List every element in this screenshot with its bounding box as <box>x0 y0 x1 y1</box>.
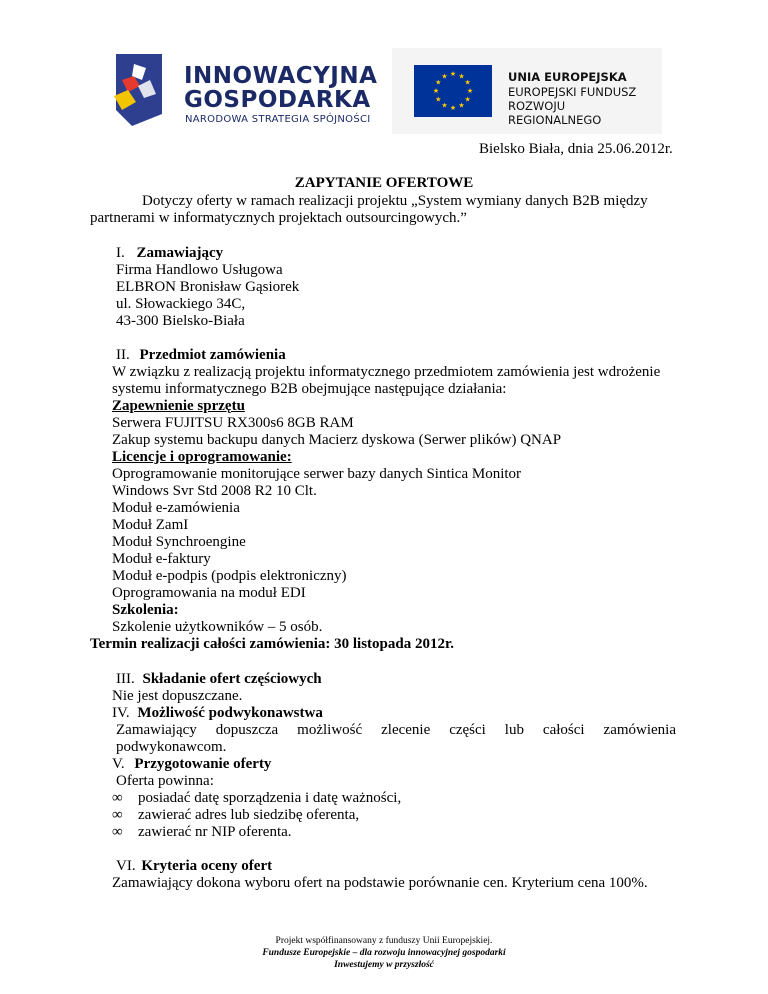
license-item: Moduł ZamI <box>112 517 189 533</box>
justified-word: części <box>449 722 486 738</box>
section-1-line: 43-300 Bielsko-Biała <box>116 313 245 329</box>
bullet-item <box>112 824 292 841</box>
section-5-text: Oferta powinna: <box>116 773 214 789</box>
intro-line-1: Dotyczy oferty w ramach realizacji projektu „System wymiany danych B2B między <box>142 193 648 209</box>
bullet-text: zawierać nr NIP oferenta. <box>138 824 292 840</box>
training-item: Szkolenie użytkowników – 5 osób. <box>112 619 323 635</box>
section-6-title: Kryteria oceny ofert <box>141 858 273 874</box>
training-heading: Szkolenia: <box>112 602 179 618</box>
section-3-heading <box>116 671 322 688</box>
justified-word: dopuszcza <box>215 722 279 738</box>
date-line: Bielsko Biała, dnia 25.06.2012r. <box>479 141 673 157</box>
section-5-heading <box>112 756 271 773</box>
ig-logo-line2: GOSPODARKA <box>184 87 371 113</box>
license-item: Moduł e-faktury <box>112 551 211 567</box>
hardware-item: Zakup systemu backupu danych Macierz dyskowa (Serwer plików) QNAP <box>112 432 562 448</box>
license-item: Moduł Synchroengine <box>112 534 246 550</box>
section-4-title: Możliwość podwykonawstwa <box>137 705 323 721</box>
section-1-line: ul. Słowackiego 34C, <box>116 296 246 312</box>
infinity-bullet-icon: ∞ <box>112 824 123 840</box>
justified-word: zamówienia <box>603 722 676 738</box>
section-4-line-1 <box>116 722 676 739</box>
svg-text:★: ★ <box>464 78 471 87</box>
ig-logo-line3: NARODOWA STRATEGIA SPÓJNOŚCI <box>185 114 371 125</box>
section-6-heading <box>116 858 272 875</box>
svg-text:★: ★ <box>464 95 471 104</box>
bullet-item <box>112 790 401 807</box>
section-1-heading <box>116 245 223 262</box>
section-4-line-2: podwykonawcom. <box>116 739 227 755</box>
justified-word: możliwość <box>297 722 363 738</box>
svg-text:★: ★ <box>435 95 442 104</box>
bullet-text: zawierać adres lub siedzibę oferenta, <box>138 807 360 823</box>
section-2-title: Przedmiot zamówienia <box>139 347 286 363</box>
license-item: Oprogramowania na moduł EDI <box>112 585 306 601</box>
footer-line-2-text: Fundusze Europejskie – dla rozwoju innowacyjnej gospodarki <box>262 948 506 958</box>
svg-text:★: ★ <box>449 70 457 78</box>
section-5-title: Przygotowanie oferty <box>134 756 272 772</box>
hardware-heading: Zapewnienie sprzętu <box>112 398 245 414</box>
section-5-number: V. <box>112 756 125 772</box>
svg-text:★: ★ <box>458 72 465 81</box>
ig-emblem-icon <box>112 50 172 130</box>
section-3-number: III. <box>116 671 135 687</box>
svg-text:★: ★ <box>441 72 448 81</box>
section-6-number: VI. <box>116 858 136 874</box>
license-item: Moduł e-zamówienia <box>112 500 240 516</box>
section-2-intro-1: W związku z realizacją projektu informatycznego przedmiotem zamówienia jest wdrożenie <box>112 364 661 380</box>
justified-word: Zamawiający <box>116 722 197 738</box>
section-2-number: II. <box>116 347 130 363</box>
section-1-title: Zamawiający <box>136 245 224 261</box>
section-1-number: I. <box>116 245 125 261</box>
ue-logo-line3: ROZWOJU REGIONALNEGO <box>508 99 602 127</box>
infinity-bullet-icon: ∞ <box>112 790 123 806</box>
section-3-title: Składanie ofert częściowych <box>142 671 322 687</box>
hardware-item: Serwera FUJITSU RX300s6 8GB RAM <box>112 415 354 431</box>
section-4-heading <box>112 705 323 722</box>
ue-logo-line1: UNIA EUROPEJSKA <box>508 70 627 84</box>
justified-word: lub <box>504 722 524 738</box>
bullet-item <box>112 807 359 824</box>
justified-word: całości <box>542 722 585 738</box>
section-3-text: Nie jest dopuszczane. <box>112 688 243 704</box>
svg-text:★: ★ <box>432 87 440 95</box>
footer-line-2 <box>0 947 768 959</box>
page-title: ZAPYTANIE OFERTOWE <box>294 175 474 191</box>
footer-line-3-text: Inwestujemy w przyszłość <box>334 960 434 970</box>
footer-line-3 <box>0 959 768 971</box>
license-item: Oprogramowanie monitorujące serwer bazy danych Sintica Monitor <box>112 466 522 482</box>
eu-flag-icon <box>414 65 492 117</box>
section-2-intro-2: systemu informatycznego B2B obejmujące następujące działania: <box>112 381 507 397</box>
infinity-bullet-icon: ∞ <box>112 807 123 823</box>
svg-text:★: ★ <box>458 101 465 110</box>
section-4-number: IV. <box>112 705 130 721</box>
ue-logo-line2: EUROPEJSKI FUNDUSZ <box>508 85 637 99</box>
deadline-line: Termin realizacji całości zamówienia: 30 listopada 2012r. <box>90 636 454 652</box>
ig-logo-line1: INNOWACYJNA <box>184 63 378 89</box>
section-1-line: Firma Handlowo Usługowa <box>116 262 283 278</box>
section-2-heading <box>116 347 286 364</box>
section-6-text: Zamawiający dokona wyboru ofert na podstawie porównanie cen. Kryterium cena 100%. <box>112 875 648 891</box>
eu-fund-logo <box>392 48 662 134</box>
intro-line-2: partnerami w informatycznych projektach outsourcingowych.” <box>90 210 467 226</box>
justified-word: zlecenie <box>381 722 431 738</box>
licenses-heading: Licencje i oprogramowanie: <box>112 449 292 465</box>
license-item: Windows Svr Std 2008 R2 10 Clt. <box>112 483 317 499</box>
license-item: Moduł e-podpis (podpis elektroniczny) <box>112 568 347 584</box>
svg-text:★: ★ <box>449 104 457 112</box>
footer-line-1: Projekt współfinansowany z funduszy Unii Europejskiej. <box>275 936 493 946</box>
svg-text:★: ★ <box>466 87 474 95</box>
svg-text:★: ★ <box>435 78 442 87</box>
svg-text:★: ★ <box>441 101 448 110</box>
bullet-text: posiadać datę sporządzenia i datę ważności, <box>138 790 402 806</box>
section-1-line: ELBRON Bronisław Gąsiorek <box>116 279 300 295</box>
innowacyjna-gospodarka-logo <box>112 50 382 130</box>
